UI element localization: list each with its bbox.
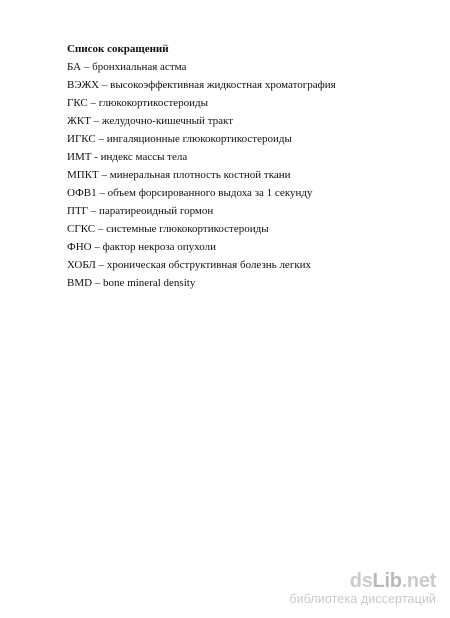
- watermark-brand-ds: ds: [349, 570, 373, 592]
- watermark-tagline: библиотека диссертаций: [289, 592, 436, 606]
- abbreviation-entry: ПТГ – паратиреоидный гормон: [67, 205, 214, 217]
- abbreviations-section: [67, 43, 427, 295]
- abbreviation-entry: МПКТ – минеральная плотность костной ткани: [67, 169, 291, 181]
- abbreviation-entry: ИМТ - индекс массы тела: [67, 151, 188, 163]
- abbreviation-entry: BMD – bone mineral density: [67, 277, 196, 289]
- watermark-brand-net: .net: [401, 570, 436, 592]
- abbreviation-entry: ХОБЛ – хроническая обструктивная болезнь легких: [67, 259, 312, 271]
- abbreviation-entry: ФНО – фактор некроза опухоли: [67, 241, 216, 253]
- abbreviation-entry: ОФВ1 – объем форсированного выдоха за 1 секунду: [67, 187, 313, 199]
- abbreviation-entry: ИГКС – ингаляционные глюкокортикостероиды: [67, 133, 292, 145]
- abbreviation-entry: СГКС – системные глюкокортикостероиды: [67, 223, 269, 235]
- abbreviation-entry: ВЭЖХ – высокоэффективная жидкостная хроматография: [67, 79, 336, 91]
- abbreviation-entry: ЖКТ – желудочно-кишечный тракт: [67, 115, 234, 127]
- abbreviation-entry: ГКС – глюкокортикостероиды: [67, 97, 209, 109]
- watermark-logo: [289, 570, 436, 592]
- abbreviation-entry: БА – бронхиальная астма: [67, 61, 187, 73]
- abbreviations-heading: Список сокращений: [67, 43, 169, 55]
- dslib-watermark: [289, 570, 436, 607]
- abbreviations-list: [67, 61, 427, 290]
- watermark-brand-lib: Lib: [372, 570, 402, 592]
